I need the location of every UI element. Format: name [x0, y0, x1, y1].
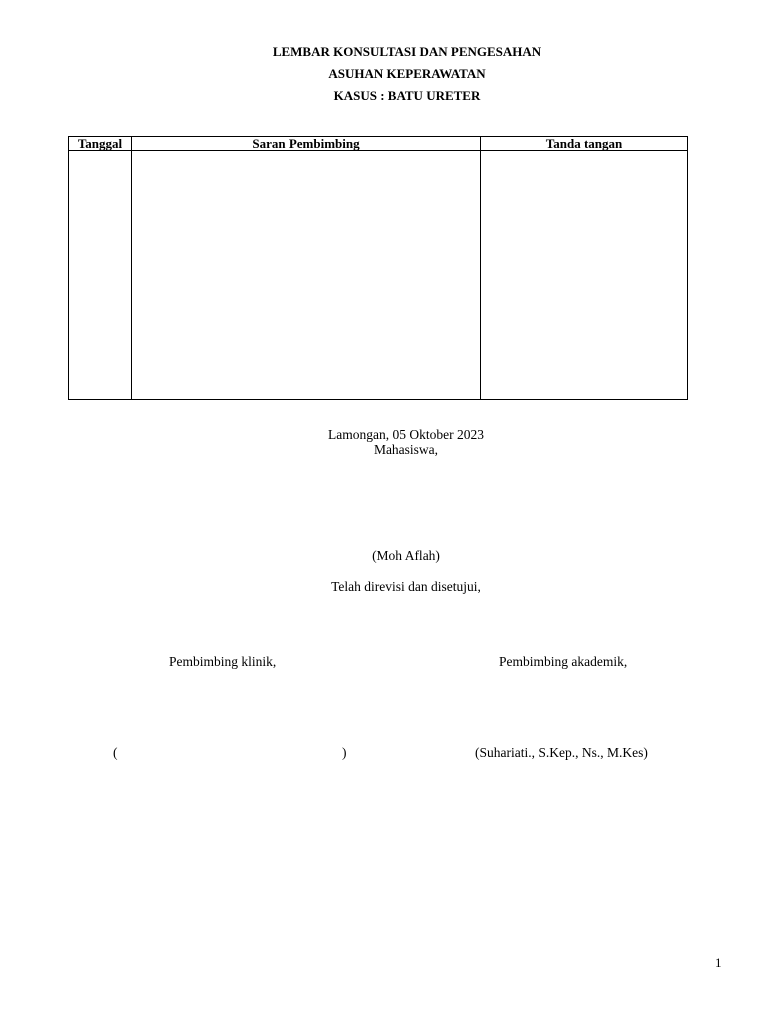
cell-tanda-tangan	[481, 151, 688, 400]
column-header-tanggal: Tanggal	[69, 137, 132, 151]
column-header-saran-pembimbing: Saran Pembimbing	[132, 137, 481, 151]
clinical-signature-open-paren: (	[113, 745, 118, 760]
table-header-row	[69, 137, 688, 151]
title-line-2: ASUHAN KEPERAWATAN	[328, 66, 486, 81]
academic-supervisor-label: Pembimbing akademik,	[499, 654, 628, 669]
column-header-tanda-tangan: Tanda tangan	[481, 137, 688, 151]
place-date: Lamongan, 05 Oktober 2023	[328, 427, 484, 442]
title-line-1: LEMBAR KONSULTASI DAN PENGESAHAN	[272, 44, 542, 59]
page-number: 1	[715, 955, 722, 970]
approval-text: Telah direvisi dan disetujui,	[331, 579, 481, 594]
student-name: (Moh Aflah)	[372, 548, 440, 563]
clinical-signature-close-paren: )	[342, 745, 347, 760]
cell-tanggal	[69, 151, 132, 400]
table-row	[69, 151, 688, 400]
consultation-table	[68, 136, 688, 400]
title-line-3: KASUS : BATU URETER	[333, 88, 481, 103]
academic-supervisor-name: (Suhariati., S.Kep., Ns., M.Kes)	[475, 745, 648, 760]
student-role: Mahasiswa,	[373, 442, 439, 457]
clinical-supervisor-label: Pembimbing klinik,	[169, 654, 277, 669]
cell-saran-pembimbing	[132, 151, 481, 400]
